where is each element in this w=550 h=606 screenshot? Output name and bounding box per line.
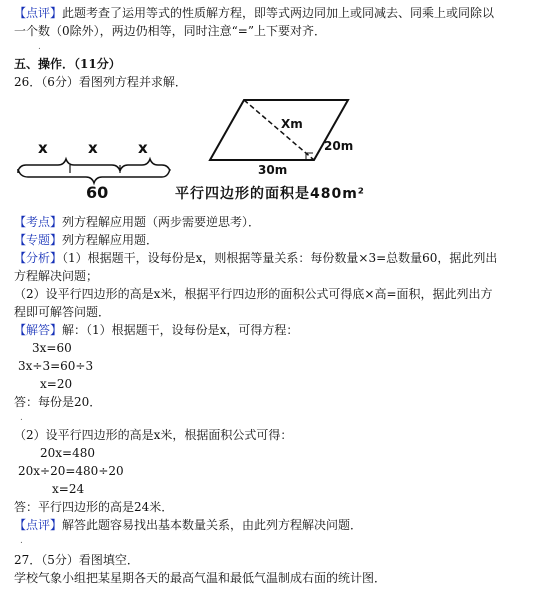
fenxi-text-4: 程即可解答问题．	[14, 305, 111, 319]
equation-1: 3x=60	[32, 341, 72, 355]
equation-4: 20x=480	[40, 446, 95, 460]
fenxi-text-1: （1）根据题干，设每份是x，则根据等量关系：每份数量×3=总数量60，据此列出	[62, 251, 498, 265]
fenxi-text-3: （2）设平行四边形的高是x米，根据平行四边形的面积公式可得底×高=面积，据此列出方	[14, 287, 493, 301]
paragraph-mark: .	[20, 536, 23, 546]
brace-bottom	[18, 169, 170, 183]
x-label-2: x	[88, 139, 98, 157]
kaodian-text: 列方程解应用题（两步需要逆思考）．	[62, 215, 261, 229]
equation-3: x=20	[40, 377, 73, 391]
brace-top-left	[18, 159, 120, 171]
comment-line-1	[14, 5, 494, 21]
zhuanti-line	[14, 232, 158, 248]
equation-6: x=24	[52, 482, 85, 496]
zhuanti-tag: 【专题】	[14, 233, 63, 247]
height-dashed-line	[244, 100, 314, 160]
kaodian-line	[14, 214, 260, 230]
comment-tag: 【点评】	[14, 6, 63, 20]
answer-2: 答：平行四边形的高是24米．	[14, 500, 174, 514]
x-label-1: x	[38, 139, 48, 157]
equation-2: 3x÷3=60÷3	[18, 359, 94, 373]
total-label: 60	[86, 183, 109, 202]
comment-text-1: 此题考查了运用等式的性质解方程，即等式两边同加上或同减去、同乘上或同除以	[62, 6, 495, 20]
jieda-tag: 【解答】	[14, 323, 63, 337]
fenxi-text-2: 方程解决问题；	[14, 269, 99, 283]
jieda-text-1: 解：（1）根据题干，设每份是x，可得方程：	[62, 323, 299, 337]
q27-text: 学校气象小组把某星期各天的最高气温和最低气温制成右面的统计图．	[14, 571, 387, 585]
equation-5: 20x÷20=480÷20	[18, 464, 124, 478]
paragraph-mark: .	[20, 413, 23, 423]
figure-caption: 平行四边形的面积是480m²	[175, 186, 365, 202]
x-label-3: x	[138, 139, 148, 157]
base-label: 30m	[258, 163, 288, 177]
jieda-line-1	[14, 322, 298, 338]
dianping-text: 解答此题容易找出基本数量关系，由此列方程解决问题．	[62, 518, 363, 532]
brace-top-right	[120, 159, 170, 171]
answer-1: 答：每份是20．	[14, 395, 102, 409]
kaodian-tag: 【考点】	[14, 215, 63, 229]
side-label: 20m	[324, 139, 354, 153]
parallelogram-diagram	[202, 96, 402, 186]
section-title: 五、操作．（11分）	[14, 57, 121, 71]
jieda-text-2: （2）设平行四边形的高是x米，根据面积公式可得：	[14, 428, 293, 442]
zhuanti-text: 列方程解应用题．	[62, 233, 159, 247]
q26-stem: 26．（6分）看图列方程并求解．	[14, 75, 187, 89]
q27-stem: 27．（5分）看图填空．	[14, 553, 139, 567]
dianping-tag: 【点评】	[14, 518, 63, 532]
fenxi-line-1	[14, 250, 497, 266]
diag-label: Xm	[281, 117, 303, 131]
comment-text-2: 一个数（0除外），两边仍相等，同时注意“=”上下要对齐．	[14, 24, 326, 38]
dianping-line	[14, 517, 362, 533]
fenxi-tag: 【分析】	[14, 251, 63, 265]
paragraph-mark: .	[38, 42, 41, 52]
